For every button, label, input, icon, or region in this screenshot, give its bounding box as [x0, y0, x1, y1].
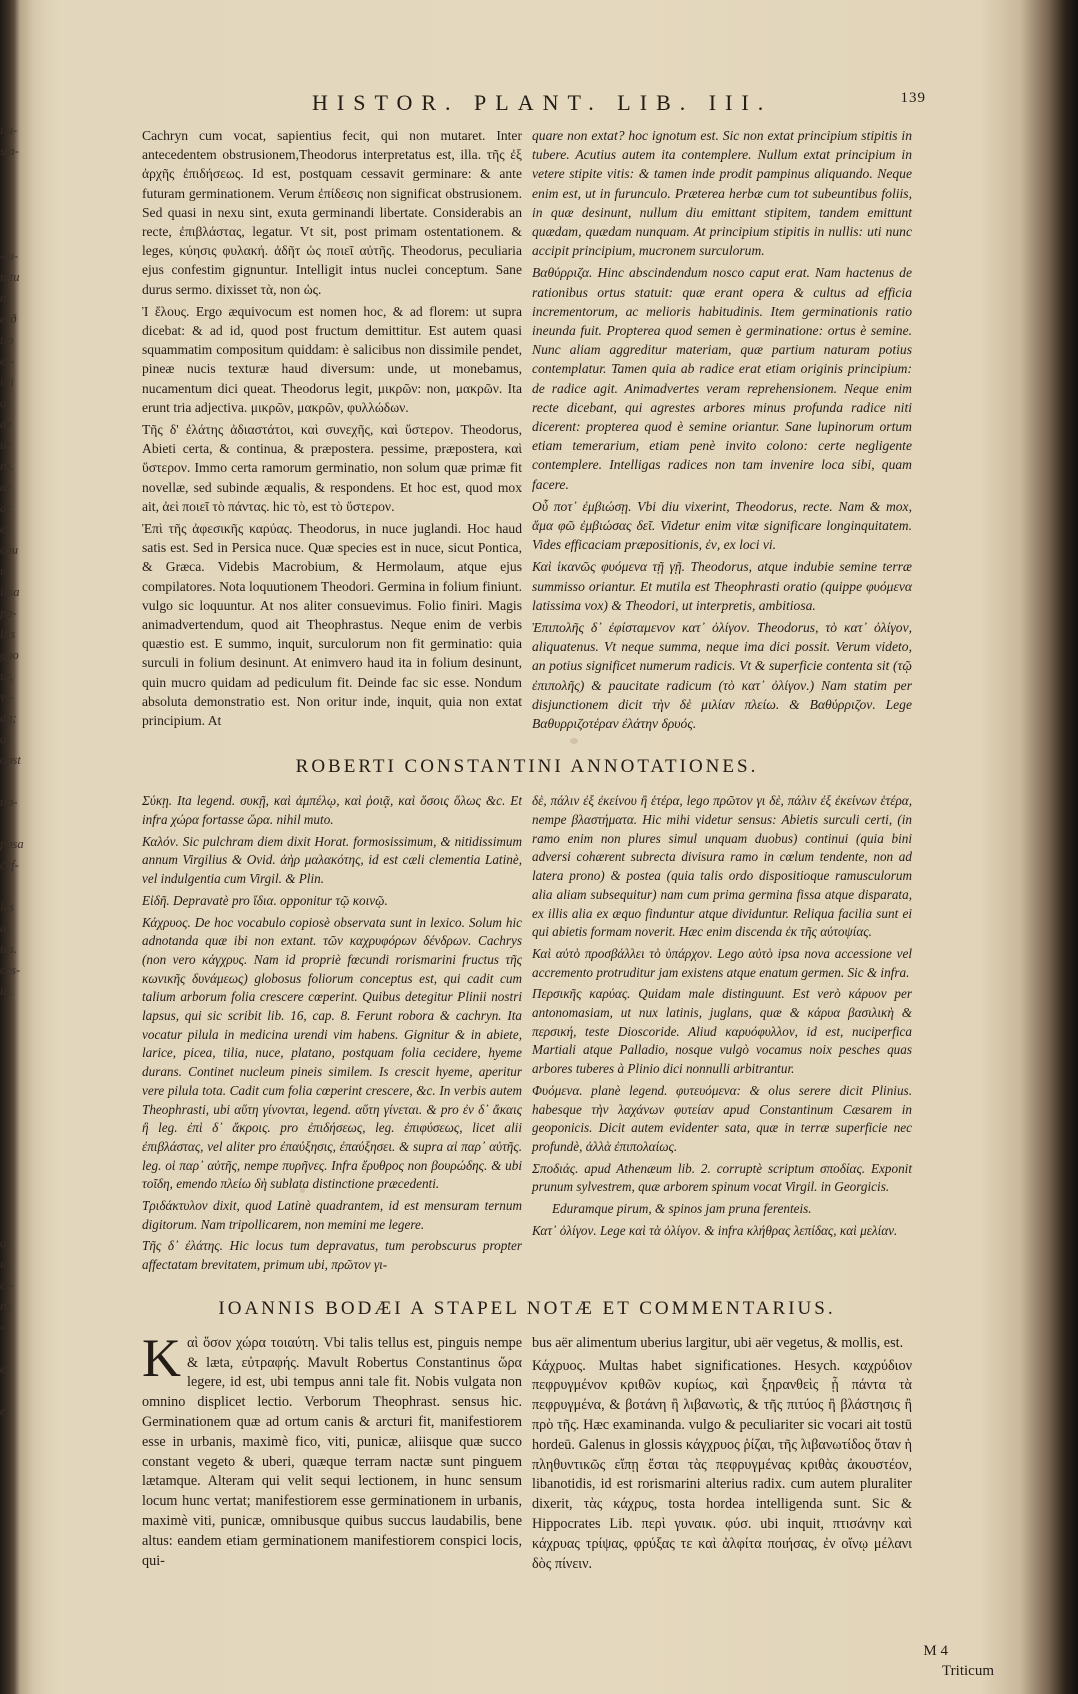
margin-fragment — [0, 1338, 40, 1359]
margin-fragment: ar — [0, 501, 12, 515]
margin-fragment — [0, 162, 40, 183]
margin-fragment: issa — [0, 585, 20, 599]
margin-fragment: ns — [0, 1299, 12, 1313]
margin-fragment — [0, 1023, 40, 1044]
margin-fragment — [0, 1653, 40, 1674]
margin-fragment — [0, 1443, 40, 1464]
section-heading: IOANNIS BODÆI A STAPEL NOTÆ ET COMMENTARIUS. — [218, 1297, 836, 1319]
paragraph: bus aër alimentum uberius largitur, ubi aër vegetus, & mollis, est. — [532, 1334, 904, 1351]
margin-fragment: e. — [0, 1404, 9, 1418]
margin-fragment — [0, 1212, 40, 1233]
margin-fragment: a- — [0, 1236, 11, 1250]
margin-fragment — [0, 1107, 40, 1128]
margin-fragment — [0, 1548, 40, 1569]
margin-fragment: cau — [0, 543, 19, 557]
paragraph: Καὶ ἱκανῶς φυόμενα τῇ γῇ. Theodorus, atque indubie semine terræ summisso oriantur. Et mutila est Theophrasti oratio (quippe φυόμενα latissima vox) & Theodori, ut interpretis, ambitiosa. — [532, 559, 912, 613]
margin-fragment — [0, 1086, 40, 1107]
margin-fragment — [0, 1611, 40, 1632]
margin-fragment: illi — [0, 375, 14, 389]
paragraph-text: αὶ ὅσον χώρα τοιαύτη. Vbi talis tellus est, pinguis nempe & læta, εὐτραφής. Mavult Robertus Constantinus ὥρα legere, id est, ubi tempus anni tale fit. Nobis vulgata non omnino displicet lectio. Verborum Theophrast. sensus hic. Germinationem quæ ad ortum canis & arcturi fit, manifestiorem esse in urbanis, maximè fico, viti, punicæ, aliisque quæ succo constant vegeto & uberi, quæque terram nactæ sunt pinguem lætamque. Alteram qui velit sequi lectionem, in hunc sensum locum hunc vertat; manifestiorem esse germinationem in urbanis, maximè viti, punicæ, omnibusque quibus succus laudabilis, bene altus: eandem etiam germinationem manifestiorem conspici locis, qui- — [142, 1334, 522, 1569]
note: Τῆς δ᾽ ἐλάτης. Hic locus tum depravatus, tum perobscurus propter affectatam brevitatem, primum ubi, πρῶτον γι- — [142, 1238, 522, 1273]
note: Φυόμενα. planè legend. φυτευόμενα: & olus serere dicit Plinius. habesque τὴν λαχάνων φυτείαν apud Constantinum Cæsarem in geoponicis. Dicit autem evidenter sata, quæ in terræ superficie nec profundè, ἀλλὰ ἐπιπολαίως. — [532, 1082, 912, 1154]
note: Κάχρυος. De hoc vocabulo copiosè observata sunt in lexico. Solum hic adnotanda quæ ibi non extant. τῶν καχρυφόρων δένδρων. Cachrys (non vero κάγχρυς. Nam id propriè fœcundi rorismarini fructus τῆς κωνικῆς δυνάμεως) globosus foliorum conceptus est, qui cadit cum talium arborum folia crescere cœperint. Quibus detegitur Plinii nostri lapsus, qui sic scribit lib. 16, cap. 8. Ferunt robora & cachryn. Ita vocatur pilula in medicina urendi vim habens. Gignitur & in abiete, larice, picea, tilia, nuce, platano, postquam folia cecidere, hyeme durans. Continet nucleum pineis similem. Is crescit hyeme, aperitur vere pilula tota. Cadit cum folia cœperint crescere, &c. In verbis autem Theophrasti, ubi αὕτη γίνονται, legend. αὕτη γίνεται. & pro ἐν δ᾽ ἄκαις ἢ leg. ἐπὶ δ᾽ ἄκροις. pro ἐπιδήσεως, leg. ἐπιφύσεως, licet alii ἐπιβλάστας, vel aliter pro ἐπαύξησις, ἐπαύξησει. & supra αἱ παρ᾽ αὐτῆς. leg. οἱ παρ᾽ αὐτῆς, nempe πυρῆνες. Infra ἔρυθρος non βουρώδης. & ubi τοῖδη, emendo πλείω δὴ sublata distinctione præcedenti. — [142, 914, 522, 1192]
margin-fragment: ppsa — [0, 837, 24, 851]
margin-fragment: nitu — [0, 270, 20, 284]
note: Καλόν. Sic pulchram diem dixit Horat. formosissimum, & nitidissimum annum Virgilius & Ovid. ἀὴρ μαλακότης, id est cæli clementia Latinè, vel indulgentia cum Virgil. & Plin. — [142, 833, 522, 887]
drop-cap: K — [142, 1327, 181, 1388]
main-text — [142, 126, 912, 736]
margin-fragment: vi- — [0, 690, 14, 704]
paragraph — [142, 1327, 522, 1572]
margin-fragment: i u- — [0, 123, 18, 137]
margin-fragment — [0, 1044, 40, 1065]
margin-fragment: ta. — [0, 984, 13, 998]
margin-fragment — [0, 1149, 40, 1170]
annotations-column-right — [532, 792, 912, 1278]
annotations-column-left — [142, 792, 522, 1278]
margin-fragment: tio — [0, 333, 14, 347]
margin-fragment — [0, 1506, 40, 1527]
margin-fragment: n — [0, 291, 7, 305]
margin-fragment — [0, 1002, 40, 1023]
commentary — [142, 1327, 912, 1578]
margin-fragment — [0, 771, 40, 792]
margin-fragment — [0, 1527, 40, 1548]
margin-fragment — [0, 1632, 40, 1653]
note: Εἰδῆ. Depravatè pro ἴδια. opponitur τῷ κοινῷ. — [142, 892, 388, 908]
margin-fragment: dq; — [0, 711, 17, 725]
margin-fragment: er — [0, 522, 11, 536]
margin-fragment — [0, 1380, 40, 1401]
commentary-column-right — [532, 1334, 912, 1578]
margin-fragment: ns. — [0, 459, 15, 473]
note: Περσικῆς καρύας. Quidam male distinguunt. Est verò κάρυον per antonomasiam, ut nux latinis, juglans, quæ & κάρυα βασιλικὴ & περσική, teste Dioscoride. Aliud καρυόφυλλον, id est, nuciperfica Martiali atque Palladio, nosque vulgò vocamus noix pesches quas arbores tuberes à Plinio dici nonnulli arbitrantur. — [532, 986, 912, 1077]
margin-fragment: er- — [0, 354, 15, 368]
note: δὲ, πάλιν ἐξ ἐκείνου ἢ ἑτέρα, lego πρῶτον γι δὲ, πάλιν ἐξ ἐκείνων ἑτέρα, nempe βλαστήματα. Hic mihi videtur sensus: Abietis surculi certi, (in ramo enim non plures simul unquam duobus) continui (quia bini adversi cohærent subrecta divisura ramo in cœlum tendente, non ad latera prono) & postea (quia talis ordo dispositioque ramusculorum alia aliam subsequitur) nam cum prima germina fissa atque disparata, ex illis alia ex æquo finduntur atque dividuntur. Reliqua facilia sunt ei qui abietis formam noverit. Hæc enim discenda ἐκ τῆς αὐτοψίας. — [532, 793, 912, 940]
margin-fragment — [0, 1464, 40, 1485]
paragraph: Ἐπιπολῆς δ᾽ ἐφίσταμενον κατ᾽ ὀλίγον. Theodorus, τὸ κατ᾽ ὀλίγον, aliquatenus. Vt neque summa, neque ima dici possit. Verum videto, an potius significet numerum radicis. Vt & superficie contenta sit (τῷ ἐπιπολῆς) & paucitate radicum (τὸ κατ᾽ ὀλίγον.) Nam statim per disjunctionem dicit τὴν δὲ μιλίαν πλείω. & Βαθύρριζον. Lege Βαθυρριζοτέραν ἐλάτην δρυός. — [532, 620, 912, 732]
note: Σποδιάς. apud Athenæum lib. 2. corruptè scriptum σποδίας. Exponit prunum sylvestrem, quæ arborem spinum vocat Virgil. in Georgicis. — [532, 1160, 912, 1195]
margin-fragment: -tu- — [0, 249, 19, 263]
margin-fragment: e. — [0, 1362, 9, 1376]
paragraph: Cachryn cum vocat, sapientius fecit, qui non mutaret. Inter antecedentem obstrusionem,Theodorus interpretatus est, illa. τῆς ἐξ ἀρχῆς ἐπιδήσεως. Id est, postquam cessavit germinare: & ante futuram germinationem. Verum ἐπίδεσις non significat obstrusionem. Sed quasi in nexu sint, exuta germinandi libertate. Considerabis an recte, ἐπιβλάστας, legatur. Vt sit, post primam ostentationem. & leges, κύησις φυλακή. ἀδῆτ ὡς ποιεῖ αὐτῆς. Theodorus, peculiaria ejus confestim gignuntur. Intelligit intus nuclei conceptum. Sane durus sermo. dixisset τὰ, non ὡς. — [142, 128, 522, 297]
paragraph: Βαθύρριζα. Hinc abscindendum nosco caput erat. Nam hactenus de rationibus ortus statuit: quæ erant opera & cultus ad efficia incrementorum, ac melioris habitudinis. Item germinationis ratio ineunda fuit. Propterea quod semen è germinatione: ortus è semine. Nunc aliam aggreditur materiam, quæ partium naturam potius contemplatur. Tamen quia ab radice erat etiam originis principium: de radice agit. Animadvertes veram reprehensionem. Neque enim recte dicebant, qui agrestes arbores minus profunda radice niti dicerent: propterea quod è semine oriantur. Sane lupinorum ortum etiam temerarium, etiam penè invito colono: certe negligente contemplere. Intelligas radices non tam invenire loca sibi, quam facere. — [532, 265, 912, 492]
margin-fragment — [0, 876, 40, 897]
signature-mark: M 4 — [923, 1643, 948, 1659]
running-head — [142, 86, 926, 126]
margin-fragment — [0, 1590, 40, 1611]
margin-fragment — [0, 204, 40, 225]
margin-fragment: a- — [0, 921, 11, 935]
section-heading: ROBERTI CONSTANTINI ANNOTATIONES. — [295, 756, 759, 778]
paragraph: Οὗ ποτ᾽ ἐμβιώσῃ. Vbi diu vixerint, Theodorus, recte. Nam & mox, ἅμα φῶ ἐμβιώσας δεῖ. Videtur enim vitæ significare longinquitatem. Vides efficaciam præpositionis, ἐν, ex loci vi. — [532, 498, 912, 553]
catchword: Triticum — [942, 1663, 994, 1679]
margin-fragment: tio- — [0, 795, 18, 809]
margin-fragment: u- — [0, 1257, 11, 1271]
main-column-left — [142, 126, 522, 736]
margin-fragment: tes. — [0, 942, 18, 956]
main-column-right — [532, 126, 912, 736]
margin-fragment — [0, 1170, 40, 1191]
margin-fragment — [0, 1674, 40, 1694]
margin-fragment: cef- — [0, 858, 19, 872]
page-content — [142, 86, 926, 1577]
margin-fragment: ci- — [0, 1278, 14, 1292]
margin-fragment: oost — [0, 753, 21, 767]
previous-page-margin — [0, 120, 40, 1680]
paragraph: Ἰ ἔλους. Ergo æquivocum est nomen hoc, & ad florem: ut supra dicebat: & ad id, quod post fructum demittitur. Est autem quasi squammatim compositum quiddam: è salicibus non dissimile pendet, pineæ nucis texturæ haud diversum: unde, ut monebamus, nucamentum dici queat. Theodorus legit, μικρῶν: non, μακρῶν. Ita erunt tria adjectiva. μικρῶν, μακρῶν, φυλλώδων. — [142, 303, 522, 415]
running-title: HISTOR. PLANT. LIB. III. — [312, 90, 773, 115]
paragraph: Κάχρυος. Multas habet significationes. Hesych. καχρύδιον πεφρυγμένον κριθῶν κυρίως, καὶ ξηρανθεὶς ᾗ πάντα τὰ πεφρυγμένα, & βοτάνη ἢ λιβανωτὶς, & τῆς πιτύος ἢ βλάστησις ἢ πρὸ τῆς. Hæc examinanda. vulgo & peculiariter sic vocari ait tostū hordeū. Galenus in glossis κάγχρυος ῥίζαι, τῆς λιβανωτίδος ὅταν ἡ πληθυντικῶς εἴπῃ ἔσται τὰς πεφρυγμένας κριθὰς ἀκουστέον, libanotidis, id est rorismarini alterius radix. cum autem pluraliter dixerit, τὰς κάχρυς, tosta hordea intelligenda sunt. Sic & Hippocrates Lib. περὶ γυναικ. φύσ. ubi inquit, πτισάνην καὶ κάχρυας τρίψας, φρύξας τε καὶ ἀλφίτα ποιήσας, ἐν οἴνῳ μέλανι δὸς πίνειν. — [532, 1357, 912, 1572]
paragraph: Ἐπὶ τῆς ἀφεσικῆς καρύας. Theodorus, in nuce juglandi. Hoc haud satis est. Sed in Persica nuce. Quæ species est in nuce, sicut Pontica, & Græca. Videbis Macrobium, & Hermolaum, atque ejus compilatores. Nota loquutionem Theodori. Germina in folium finiunt. vulgo sic loquuntur. At nos aliter consuevimus. Folio finiri. Magis animadvertendum, quod ait Theophrastus. Neque enim de verbis quæstio est. E summo, inquit, surculorum non fit germinatio: quia surculi in folium desinunt. At enimvero haud ita in folium desinunt, quin mucro quidam ad pediculum fit. Deinde fac sic esse. Nondum absoluta demonstratio est. Non oritur inde, inquit, quia non extat principium. At — [142, 521, 522, 729]
margin-fragment: ur, — [0, 669, 13, 683]
margin-fragment: ccs- — [0, 963, 21, 977]
note: Κατ᾽ ὀλίγον. Lege καὶ τὰ ὀλίγον. & infra κλήθρας λεπίδας, καὶ μελίαν. — [532, 1222, 898, 1238]
margin-fragment: a, — [0, 396, 10, 410]
margin-fragment — [0, 1128, 40, 1149]
commentary-column-left — [142, 1327, 522, 1578]
margin-fragment: u — [0, 564, 7, 578]
margin-fragment: de — [0, 417, 12, 431]
paragraph: quare non extat? hoc ignotum est. Sic non extat principium stipitis in tubere. Acutius autem ita contemplere. Nullum extat principium in vetere stipite vitis: & tamen inde prodit pampinus aliquando. Neque enim est, ut in furunculo. Præterea herbæ cum tot subeuntibus foliis, in quæ desinunt, nullum diu emittant stipitem, tandem emittunt quædam, quædam nunquam. At principium stipitis in nullis: uti nunc accipit principium, mucronem surculorum. — [532, 128, 912, 259]
note: Τριδάκτυλον dixit, quod Latinè quadrantem, id est mensuram ternum digitorum. Nam tripollicarem, non memini me legere. — [142, 1198, 522, 1232]
margin-fragment: a- — [0, 732, 11, 746]
margin-fragment: lês — [0, 900, 14, 914]
margin-fragment — [0, 1422, 40, 1443]
note: Καὶ αὐτὸ προσβάλλει τὸ ὑπάρχον. Lego αὐτὸ ipsa nova accessione vel accremento protruditur jam existens atque enatum germen. Sic & infra. — [532, 945, 912, 980]
margin-fragment: guo — [0, 648, 19, 662]
margin-fragment: sta- — [0, 144, 19, 158]
margin-fragment — [0, 225, 40, 246]
verse-quote: Eduramque pirum, & spinos jam pruna ferenteis. — [552, 1201, 812, 1217]
margin-fragment: ur — [0, 438, 12, 452]
margin-fragment — [0, 1569, 40, 1590]
folio-number: 139 — [900, 90, 926, 106]
paragraph: Τῆς δ' ἐλάτης ἀδιαστάτοι, καὶ συνεχῆς, καὶ ὕστερον. Theodorus, Abieti certa, & continua, & præpostera. pessime, præpostera, καὶ ὕστερον. Immo certa ramorum germinatio, non solum quæ primæ fit novellæ, sed subinde æqualis, & respondens. Et hoc est, quod mox ait, ἀεὶ ποιεῖ τὸ πάντας. hic τὸ, est τὸ ὕστερον. — [142, 422, 522, 514]
margin-fragment: ar — [0, 480, 12, 494]
margin-fragment — [0, 813, 40, 834]
margin-fragment: pa- — [0, 606, 17, 620]
margin-fragment — [0, 1191, 40, 1212]
margin-fragment — [0, 1065, 40, 1086]
annotations — [142, 792, 912, 1278]
margin-fragment: llis — [0, 627, 16, 641]
margin-fragment: erð — [0, 312, 17, 326]
note: Σύκῃ. Ita legend. συκῇ, καὶ ἀμπέλῳ, καὶ ῥοιᾷ, καὶ ὅσοις ὅλως &c. Et infra χώρα fortasse ὥρα. nihil muto. — [142, 793, 522, 827]
margin-fragment — [0, 1485, 40, 1506]
margin-fragment: - — [0, 1320, 5, 1334]
margin-fragment — [0, 183, 40, 204]
